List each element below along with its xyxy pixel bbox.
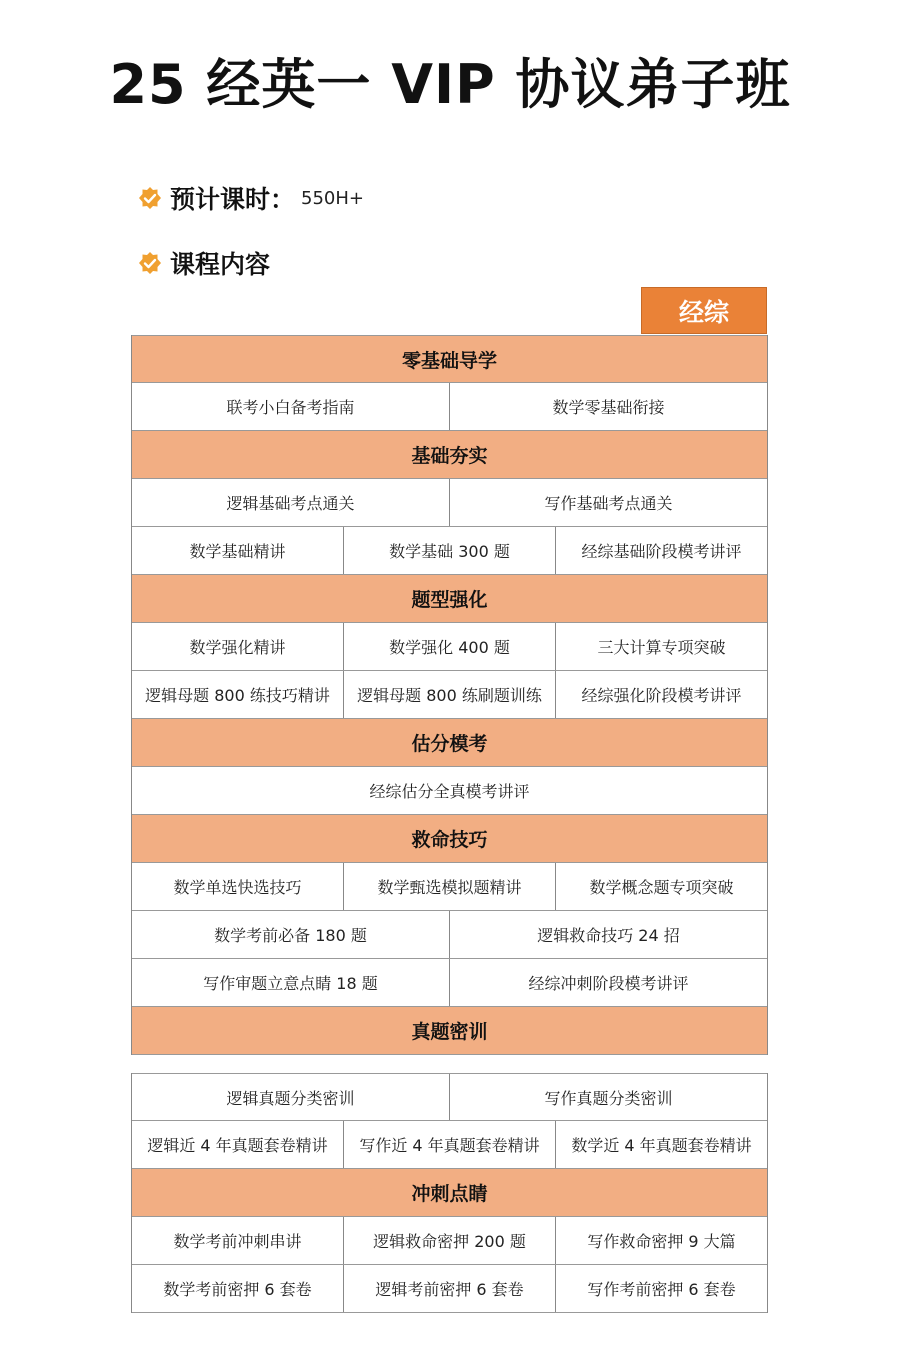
section-title: 真题密训 [411, 1021, 488, 1043]
hours-value: 550H+ [301, 187, 364, 209]
course-cell: 数学强化精讲 [189, 638, 286, 657]
section-title: 零基础导学 [401, 349, 497, 372]
course-cell: 数学概念题专项突破 [555, 863, 767, 910]
hours-line [138, 180, 364, 216]
section-title: 救命技巧 [411, 829, 488, 851]
course-cell: 写作救命密押 9 大篇 [555, 1217, 767, 1264]
section-header-row [132, 431, 767, 479]
course-row [132, 911, 767, 959]
course-row [132, 623, 767, 671]
course-cell: 数学单选快选技巧 [173, 878, 302, 897]
course-table [131, 335, 768, 1055]
course-cell: 数学零基础衔接 [449, 383, 767, 430]
course-cell: 经综基础阶段模考讲评 [555, 527, 767, 574]
section-header-row [132, 815, 767, 863]
course-cell: 写作近 4 年真题套卷精讲 [343, 1121, 555, 1168]
course-cell: 写作审题立意点睛 18 题 [203, 974, 378, 993]
course-cell: 逻辑近 4 年真题套卷精讲 [147, 1136, 328, 1155]
course-row [132, 527, 767, 575]
course-cell: 数学基础 300 题 [343, 527, 555, 574]
course-cell: 经综冲刺阶段模考讲评 [449, 959, 767, 1006]
course-cell: 逻辑基础考点通关 [226, 494, 355, 513]
course-cell: 三大计算专项突破 [555, 623, 767, 670]
course-row [132, 1121, 767, 1169]
section-title: 题型强化 [411, 589, 488, 611]
section-header-row [132, 335, 767, 383]
content-line [138, 245, 270, 281]
course-cell: 逻辑考前密押 6 套卷 [343, 1265, 555, 1312]
section-title: 基础夯实 [411, 445, 488, 467]
course-row [132, 1265, 767, 1313]
page-title: 25 经英一 VIP 协议弟子班 [109, 53, 791, 116]
section-header-row [132, 719, 767, 767]
section-title: 冲刺点睛 [411, 1183, 488, 1205]
course-cell: 数学考前必备 180 题 [214, 926, 367, 945]
course-cell: 写作考前密押 6 套卷 [555, 1265, 767, 1312]
section-title: 估分模考 [411, 733, 488, 755]
category-tag: 经综 [641, 287, 767, 334]
course-cell: 逻辑救命技巧 24 招 [449, 911, 767, 958]
course-cell: 逻辑母题 800 练技巧精讲 [145, 686, 330, 705]
course-cell: 写作基础考点通关 [449, 479, 767, 526]
course-row [132, 479, 767, 527]
course-cell: 经综强化阶段模考讲评 [555, 671, 767, 718]
course-row [132, 671, 767, 719]
section-header-row [132, 575, 767, 623]
course-cell: 数学基础精讲 [189, 542, 286, 561]
course-cell: 逻辑真题分类密训 [226, 1088, 355, 1108]
badge-check-icon [138, 251, 162, 275]
section-header-row [132, 1007, 767, 1055]
course-row [132, 1217, 767, 1265]
hours-label: 预计课时： [170, 185, 296, 214]
course-row [132, 767, 767, 815]
course-row [132, 863, 767, 911]
badge-check-icon [138, 186, 162, 210]
course-cell: 数学强化 400 题 [343, 623, 555, 670]
course-row [132, 383, 767, 431]
course-cell: 经综估分全真模考讲评 [369, 782, 530, 801]
section-header-row [132, 1169, 767, 1217]
course-table-continued [131, 1073, 768, 1313]
course-row [132, 1073, 767, 1121]
course-cell: 数学甄选模拟题精讲 [343, 863, 555, 910]
course-cell: 写作真题分类密训 [449, 1074, 767, 1120]
content-label: 课程内容 [170, 250, 271, 279]
course-cell: 数学近 4 年真题套卷精讲 [555, 1121, 767, 1168]
course-cell: 逻辑母题 800 练刷题训练 [343, 671, 555, 718]
course-cell: 逻辑救命密押 200 题 [343, 1217, 555, 1264]
course-cell: 数学考前密押 6 套卷 [163, 1280, 312, 1299]
course-cell: 联考小白备考指南 [226, 398, 355, 417]
course-row [132, 959, 767, 1007]
course-cell: 数学考前冲刺串讲 [173, 1232, 302, 1251]
